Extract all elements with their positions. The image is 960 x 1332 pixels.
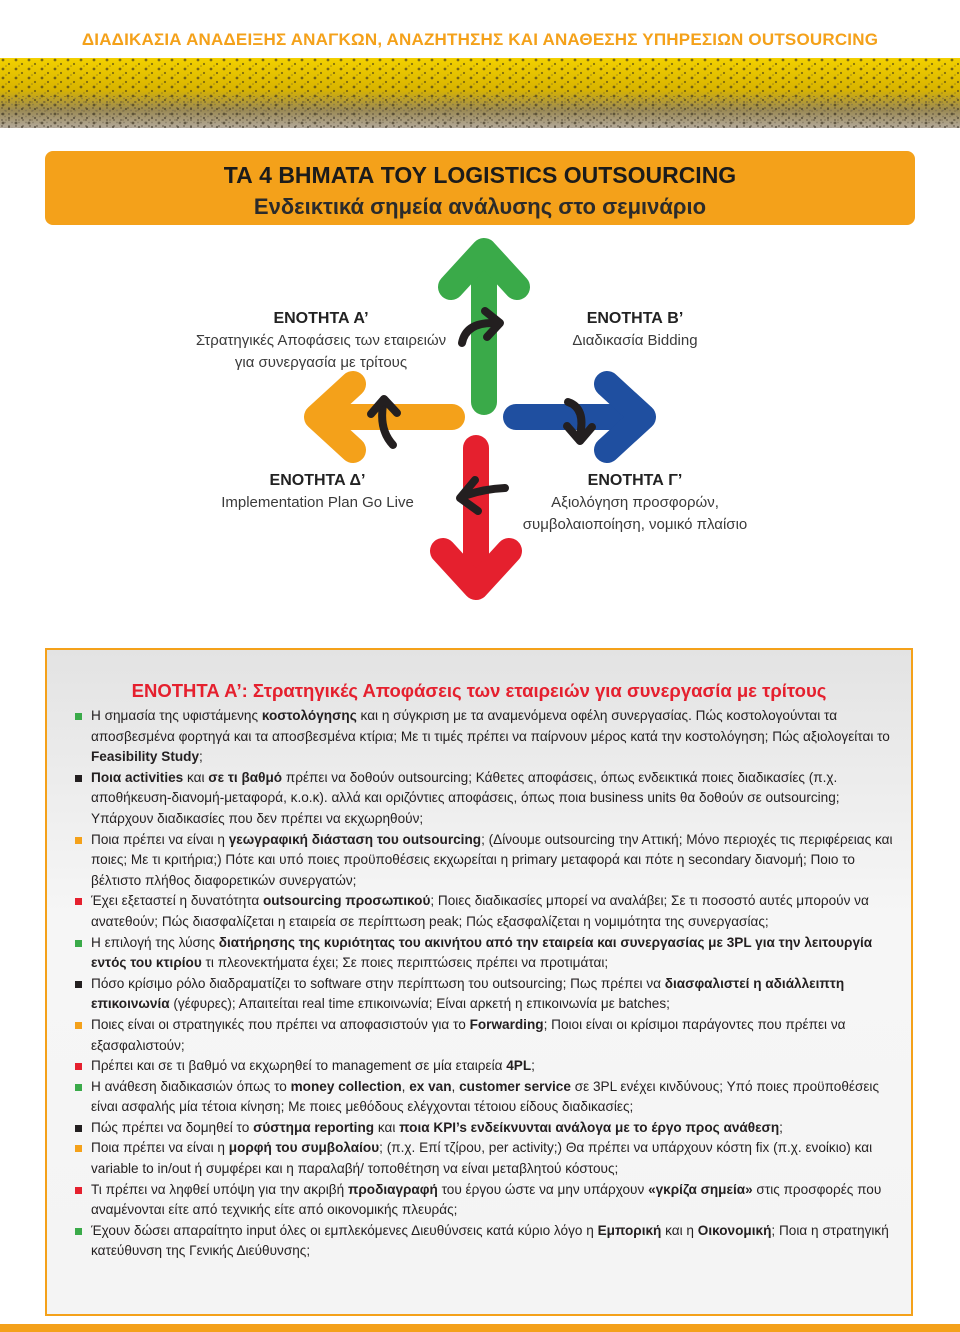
list-item [75,974,895,1015]
bold-text: Οικονομική [697,1222,772,1238]
bullet-square-icon [75,1145,82,1152]
bold-text: outsourcing προσωπικού [263,893,431,909]
item-text: ; [531,1058,535,1074]
unit-a-text-2: για συνεργασία με τρίτους [234,354,408,371]
list-item [75,1221,895,1262]
bullet-square-icon [75,1063,82,1070]
red-arrow-down-icon [443,448,509,587]
item-text: ; Ποιες διαδικασίες μπορεί να αναλάβει; Σε τι ποσοστό αυτές μπορούν να ανατεθούν; Πώς διασφαλίζεται η εταιρεία σε περίπτωση peak; Πώς εξασφαλίζεται η νομιμότητα της συνεργασίας; [91,893,869,929]
item-text: Η ανάθεση διαδικασιών όπως το [91,1078,291,1094]
item-text: Ποιες είναι οι στρατηγικές που πρέπει να αποφασιστούν για το [91,1016,470,1032]
list-item [75,1056,895,1077]
bold-text: σε τι βαθμό [208,769,283,785]
list-item [75,1138,895,1179]
list-item [75,1077,895,1118]
page-header: ΔΙΑΔΙΚΑΣΙΑ ΑΝΑΔΕΙΞΗΣ ΑΝΑΓΚΩΝ, ΑΝΑΖΗΤΗΣΗΣ ΚΑΙ ΑΝΑΘΕΣΗΣ ΥΠΗΡΕΣΙΩΝ OUTSOURCING [81,30,879,49]
unit-c-text-1: Αξιολόγηση προσφορών, [551,494,719,511]
unit-b-title: ΕΝΟΤΗΤΑ Β’ [586,310,684,327]
list-item [75,1118,895,1139]
bold-text: Ποια activities [91,769,184,785]
item-text: του έργου ώστε να μην υπάρχουν [437,1181,649,1197]
bullet-square-icon [75,775,82,782]
bold-text: ποια KPI’s ενδείκνυνται ανάλογα με το έργο προς ανάθεση [399,1119,780,1135]
list-item [75,1015,895,1056]
bullet-square-icon [75,1187,82,1194]
list-item [75,933,895,974]
item-text: και η σύγκριση με τα αναμενόμενα οφέλη συνεργασίας. Πώς κοστολογούνται τα αποσβεσμένα φορτηγά και τα αποσβεσμένα κτίρια; Με τι τιμές πρέπει να παίρνουν μέρος κατά την κοστολόγηση; Πώς αξιολογείται το [91,708,890,744]
item-text: Η επιλογή της λύσης [91,934,219,950]
bullet-square-icon [75,1084,82,1091]
unit-d-label [200,470,435,514]
item-text: πρέπει να δοθούν outsourcing; Κάθετες αποφάσεις, όπως ενδεικτικά ποιες διαδικασίες (π.χ. αποθήκευση-διανομή-μεταφορά, κ.ο.κ). αλλά και οριζόντιες αποφάσεις, όπως ποια business units θα δοθούν σε outsourcing; Υπάρχουν διαδικασίες που δεν πρέπει να εκχωρηθούν; [91,769,840,826]
item-text: Η σημασία της υφιστάμενης [91,708,262,723]
item-text: (γέφυρες); Απαιτείται real time επικοινωνία; Είναι αρκετή η επικοινωνία με batches; [169,996,670,1012]
bold-text: γεωγραφική διάσταση του outsourcing [228,831,482,847]
unit-c-text-2: συμβολαιοποίηση, νομικό πλαίσιο [522,516,748,533]
banner-subtitle: Ενδεικτικά σημεία ανάλυσης στο σεμινάριο [253,194,707,219]
bold-text: μορφή του συμβολαίου [228,1140,380,1156]
road-texture-band [0,58,960,128]
item-text: , [401,1078,410,1094]
list-item [75,706,895,768]
bullet-square-icon [75,1228,82,1235]
item-text: Έχουν δώσει απαραίτητο input όλες οι εμπλεκόμενες Διευθύνσεις κατά κύριο λόγο η [91,1222,598,1238]
item-text: ; Ποιοι είναι οι κρίσιμοι παράγοντες που πρέπει να εξασφαλιστούν; [91,1016,846,1053]
list-item [75,830,895,892]
list-item [75,891,895,932]
item-text: ; (π.χ. Επί τζίρου, per activity;) Θα πρέπει να υπάρχουν κόστη fix (π.χ. ενοίκιο) και variable to in/out ή συμφέρει και η παραλαβή/ τοποθέτηση να είναι μεταβλητού κόστους; [91,1140,873,1177]
bullet-square-icon [75,1125,82,1132]
bold-text: Feasibility Study [91,749,200,765]
bottom-bar [0,1324,960,1332]
bullet-list [75,706,895,1262]
bold-text: customer service [459,1078,571,1094]
bold-text: κοστολόγησης [261,708,357,723]
bold-text: Forwarding [469,1016,544,1032]
bullet-square-icon [75,940,82,947]
list-item [75,1180,895,1221]
bold-text: 4PL [506,1058,532,1074]
banner-title: ΤΑ 4 ΒΗΜΑΤΑ ΤΟΥ LOGISTICS OUTSOURCING [223,162,737,188]
item-text: Έχει εξεταστεί η δυνατότητα [91,893,263,909]
title-banner [45,151,915,225]
item-text: ; [779,1119,783,1135]
unit-a-text-1: Στρατηγικές Αποφάσεις των εταιρειών [195,332,447,349]
unit-a-label [176,308,466,374]
item-text: Πόσο κρίσιμο ρόλο διαδραματίζει το software στην περίπτωση του outsourcing; Πως πρέπει να [91,975,665,991]
bullet-square-icon [75,898,82,905]
item-text: σε 3PL ενέχει κινδύνους; Υπό ποιες προϋποθέσεις είναι ασφαλής μία τέτοια κίνηση; Με ποιες μεθόδους ελέγχονται τέτοιου είδους διαδικασίες; [91,1078,880,1115]
item-text: ; (Δίνουμε outsourcing την Αττική; Μόνο περιοχές τις περιφέρειας και ποιες; Με τι κριτήρια;) Πότε και υπό ποιες προϋποθέσεις εκχωρείται η primary μεταφορά και πότε η secondary διανομή; Ποιο το βέλτιστο πλήθος διαφορετικών συνεργατών; [91,831,893,888]
bullet-square-icon [75,1022,82,1029]
unit-b-label [520,308,750,352]
item-text: Τι πρέπει να ληφθεί υπόψη για την ακριβή [91,1181,348,1197]
item-text: ; [199,749,203,765]
section-a-box [45,648,913,1316]
bullet-square-icon [75,713,82,720]
item-text: Ποια πρέπει να είναι η [91,1140,229,1156]
item-text: Πώς πρέπει να δομηθεί το [91,1119,254,1135]
item-text: , [451,1078,460,1094]
bold-text: προδιαγραφή [347,1181,438,1197]
bold-text: Εμπορική [597,1222,662,1238]
bold-text: διασφαλιστεί η αδιάλλειπτη επικοινωνία [91,975,845,1012]
unit-d-title: ΕΝΟΤΗΤΑ Δ’ [269,472,366,489]
bold-text: σύστημα reporting [253,1119,375,1135]
unit-c-label [505,470,765,536]
section-title: ΕΝΟΤΗΤΑ Α’: Στρατηγικές Αποφάσεις των εταιρειών για συνεργασία με τρίτους [131,680,827,701]
bold-text: ex van [409,1078,452,1094]
bold-text: money collection [290,1078,402,1094]
item-text: στις προσφορές που αναμένονται είτε από τεχνικής είτε από οικονομικής πλευράς; [91,1181,882,1218]
unit-b-text-1: Διαδικασία Bidding [572,332,698,349]
item-text: Ποια πρέπει να είναι η [91,831,229,847]
item-text: τι πλεονεκτήματα έχει; Σε ποιες περιπτώσεις πρέπει να προτιμάται; [201,955,609,971]
item-text: Πρέπει και σε τι βαθμό να εκχωρηθεί το management σε μία εταιρεία [91,1058,507,1074]
bullet-square-icon [75,981,82,988]
unit-c-title: ΕΝΟΤΗΤΑ Γ’ [587,472,683,489]
bold-text: «γκρίζα σημεία» [648,1181,753,1197]
unit-a-title: ΕΝΟΤΗΤΑ Α’ [273,310,369,327]
unit-d-text-1: Implementation Plan Go Live [221,494,414,511]
bullet-square-icon [75,837,82,844]
bold-text: διατήρησης της κυριότητας του ακινήτου από την εταιρεία και συνεργασίας με 3PL για την λειτουργία εντός του κτιρίου [91,934,873,971]
list-item [75,768,895,830]
item-text: και η [661,1222,698,1238]
item-text: και [183,769,209,785]
item-text: ; Ποια η στρατηγική κατεύθυνση της Γενικής Διεύθυνσης; [91,1222,889,1259]
item-text: και [374,1119,400,1135]
